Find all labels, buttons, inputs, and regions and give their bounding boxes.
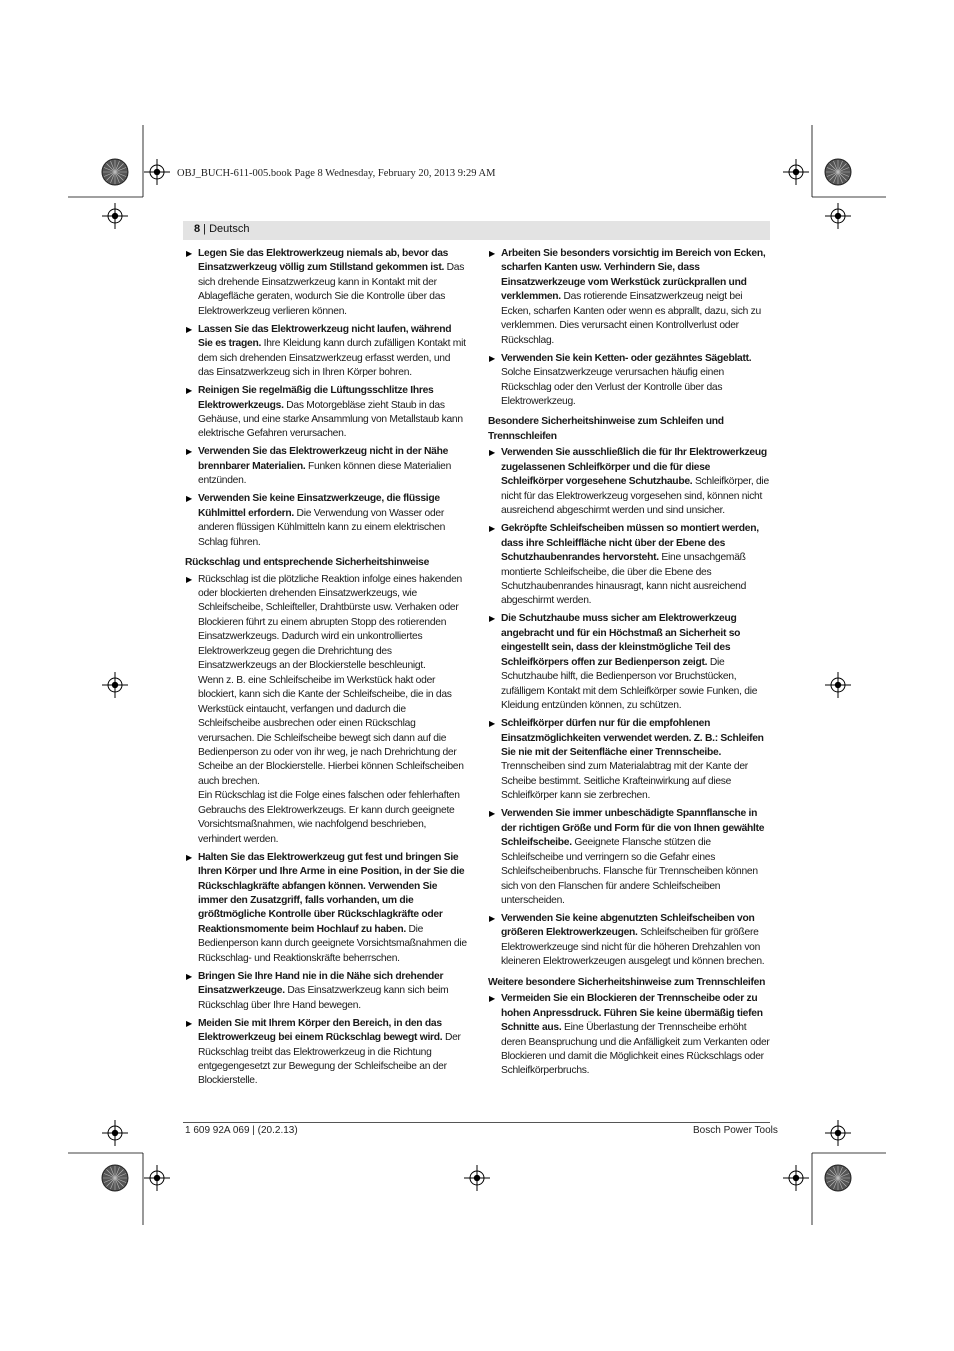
item-text: Das sich drehende Einsatzwerkzeug kann in Kontakt mit der Ablagefläche geraten, wodurch Sie die Kontrolle über das Elektrowerkzeug verlieren können. — [198, 262, 465, 317]
item-bold: Verwenden Sie ausschließlich die für Ihr Elektrowerkzeug zugelassenen Schleifkörper und die für diese Schleifkörper vorgesehene Schutzhaube. — [501, 447, 767, 488]
header-separator: | — [200, 223, 210, 235]
item-text: Der Rückschlag treibt das Elektrowerkzeug in die Richtung entgegengesetzt zur Bewegung der Schleifscheibe an der Blockierstelle. — [198, 1032, 461, 1087]
item-bold: Legen Sie das Elektrowerkzeug niemals ab, bevor das Einsatzwerkzeug völlig zum Stillstand gekommen ist. — [198, 248, 449, 274]
bullet-arrow-icon: ▶ — [186, 386, 192, 396]
bullet-arrow-icon: ▶ — [489, 353, 495, 363]
list-item — [185, 573, 468, 848]
item-bold: Verwenden Sie das Elektrowerkzeug nicht in der Nähe brennbarer Materialien. — [198, 446, 449, 472]
item-text: Das Einsatzwerkzeug kann sich beim Rückschlag über Ihre Hand bewegen. — [198, 985, 449, 1011]
list-item — [488, 522, 771, 609]
kickback-paragraph-3: Ein Rückschlag ist die Folge eines falschen oder fehlerhaften Gebrauchs des Elektrowerkzeugs. Er kann durch geeignete Vorsichtsmaßnahmen, wie nachfolgend beschrieben, verhindert werden. — [198, 790, 460, 845]
item-bold: Bringen Sie Ihre Hand nie in die Nähe sich drehender Einsatzwerkzeuge. — [198, 970, 444, 997]
list-item — [488, 446, 771, 518]
kickback-paragraph-2: Wenn z. B. eine Schleifscheibe im Werkstück hakt oder blockiert, kann sich die Kante der Schleifscheibe, die in das Werkstück eintaucht, verfangen und dadurch die Schleifscheibe ausbrechen oder einen Rückschlag verursachen. Die Schleifscheibe bewegt sich dann auf die Bedienperson zu oder von ihr weg, je nach Drehrichtung der Scheibe an der Blockierstelle. Hierbei können Schleifscheiben auch brechen. — [198, 674, 464, 787]
list-item — [488, 352, 771, 410]
item-text: Eine Überlastung der Trennscheibe erhöht deren Beanspruchung und die Anfälligkeit zum Verkanten oder Blockieren und damit die Möglichkeit eines Rückschlags oder Schleifkörperbruchs. — [501, 1022, 770, 1077]
bullet-arrow-icon: ▶ — [489, 524, 495, 534]
list-item — [185, 851, 468, 967]
item-text: Trennscheiben sind zum Materialabtrag mit der Kante der Scheibe bestimmt. Seitliche Krafteinwirkung auf diese Schleifkörper kann sie zerbrechen. — [501, 761, 748, 802]
bullet-arrow-icon: ▶ — [186, 1018, 192, 1028]
item-bold: Schleifkörper dürfen nur für die empfohlenen Einsatzmöglichkeiten verwendet werden. Z. B.: Schleifen Sie nie mit der Seitenfläche einer Trennscheibe. — [501, 718, 764, 758]
list-item — [488, 717, 771, 804]
item-text: Ihre Kleidung kann durch zufälligen Kontakt mit dem sich drehenden Einsatzwerkzeug erfasst werden, und das Einsatzwerkzeug sich in Ihren Körper bohren. — [198, 338, 466, 379]
list-item — [185, 247, 468, 319]
item-text: Die Schutzhaube hilft, die Bedienperson vor Bruchstücken, zufälligem Kontakt mit dem Schleifkörper sowie Funken, die Kleidung entzünden können, zu schützen. — [501, 656, 758, 712]
bullet-arrow-icon: ▶ — [186, 852, 192, 862]
footer-divider — [183, 1122, 770, 1123]
section-heading-grinding: Besondere Sicherheitshinweise zum Schleifen und Trennschleifen — [488, 416, 724, 442]
bullet-arrow-icon: ▶ — [186, 447, 192, 457]
section-heading-cutting: Weitere besondere Sicherheitshinweise zum Trennschleifen — [488, 976, 766, 988]
item-text: Funken können diese Materialien entzünden. — [198, 460, 452, 487]
item-text: Das rotierende Einsatzwerkzeug neigt bei Ecken, scharfen Kanten oder wenn es abprallt, dazu, sich zu verklemmen. Dies verursacht einen Kontrollverlust oder Rückschlag. — [501, 291, 761, 346]
bullet-arrow-icon: ▶ — [186, 574, 192, 584]
footer-brand: Bosch Power Tools — [693, 1125, 778, 1136]
list-item — [488, 912, 771, 970]
bullet-arrow-icon: ▶ — [186, 494, 192, 504]
list-item — [185, 384, 468, 442]
item-bold: Meiden Sie mit Ihrem Körper den Bereich, in den das Elektrowerkzeug bei einem Rückschlag bewegt wird. — [198, 1017, 443, 1044]
right-column — [488, 247, 771, 1082]
item-bold: Die Schutzhaube muss sicher am Elektrowerkzeug angebracht und für ein Höchstmaß an Sicherheit so eingestellt sein, dass der kleinstmögliche Teil des Schleifkörpers offen zur Bedienperson zeigt. — [501, 613, 741, 668]
bullet-arrow-icon: ▶ — [489, 994, 495, 1004]
bullet-arrow-icon: ▶ — [489, 913, 495, 923]
item-bold: Vermeiden Sie ein Blockieren der Trennscheibe oder zu hohen Anpressdruck. Führen Sie keine übermäßig tiefen Schnitte aus. — [501, 993, 763, 1034]
page-number: 8 — [194, 223, 201, 235]
list-item — [488, 807, 771, 908]
item-text: Solche Einsatzwerkzeuge verursachen häufig einen Rückschlag oder den Verlust der Kontrolle über das Elektrowerkzeug. — [501, 367, 724, 408]
list-item — [488, 612, 771, 713]
page-header — [183, 221, 770, 240]
bullet-arrow-icon: ▶ — [489, 249, 495, 258]
item-text: Die Verwendung von Wasser oder anderen flüssigen Kühlmitteln kann zu einem elektrischen Schlag führen. — [198, 507, 446, 548]
bullet-arrow-icon: ▶ — [186, 971, 192, 981]
list-item — [185, 492, 468, 550]
kickback-paragraph-1: Rückschlag ist die plötzliche Reaktion infolge eines hakenden oder blockierten drehenden Einsatzwerkzeugs, wie Schleifscheibe, Schleifteller, Drahtbürste usw. Verhaken oder Blockieren führt zu einem abrupten Stopp des rotierenden Einsatzwerkzeugs. Dadurch wird ein unkontrolliertes Elektrowerkzeug gegen die Drehrichtung des Einsatzwerkzeugs an der Blockierstelle beschleunigt. — [198, 573, 462, 672]
item-text: Eine unsachgemäß montierte Schleifscheibe, die über die Ebene des Schutzhaubenrandes hinausragt, kann nicht ausreichend abgeschirmt werden. — [501, 552, 747, 607]
footer-doc-number: 1 609 92A 069 | (20.2.13) — [185, 1125, 298, 1136]
item-bold: Verwenden Sie keine abgenutzten Schleifscheiben von größeren Elektrowerkzeugen. — [501, 912, 755, 939]
left-column — [185, 247, 468, 1092]
item-bold: Verwenden Sie immer unbeschädigte Spannflansche in der richtigen Größe und Form für die von Ihnen gewählte Schleifscheibe. — [501, 808, 765, 849]
section-heading-kickback: Rückschlag und entsprechende Sicherheitshinweise — [185, 557, 430, 569]
list-item — [488, 247, 771, 348]
list-item — [185, 323, 468, 381]
bullet-arrow-icon: ▶ — [186, 249, 192, 258]
item-text: Geeignete Flansche stützen die Schleifscheibe und verringern so die Gefahr eines Schleifscheibenbruchs. Flansche für Trennscheiben können sich von den Flanschen für andere Schleifscheiben unterscheiden. — [501, 837, 758, 906]
bullet-arrow-icon: ▶ — [489, 448, 495, 458]
item-bold: Verwenden Sie kein Ketten- oder gezähntes Sägeblatt. — [501, 352, 752, 364]
item-text: Schleifkörper, die nicht für das Elektrowerkzeug vorgesehen sind, können nicht ausreichend abgeschirmt werden und sind unsicher. — [501, 476, 769, 517]
print-info-line: OBJ_BUCH-611-005.book Page 8 Wednesday, February 20, 2013 9:29 AM — [177, 168, 496, 179]
header-text — [194, 223, 249, 235]
item-bold: Halten Sie das Elektrowerkzeug gut fest und bringen Sie Ihren Körper und Ihre Arme in eine Position, in der Sie die Rückschlagkräfte abfangen können. Verwenden Sie immer den Zusatzgriff, falls vorhanden, um die größtmögliche Kontrolle über Rückschlagkräfte oder Reaktionsmomente beim Hochlauf zu haben. — [198, 851, 465, 935]
header-language: Deutsch — [209, 223, 250, 235]
bullet-arrow-icon: ▶ — [489, 614, 495, 624]
list-item — [185, 1017, 468, 1089]
item-text: Schleifscheiben für größere Elektrowerkzeuge sind nicht für die höheren Drehzahlen von kleineren Elektrowerkzeugen ausgelegt und können brechen. — [501, 927, 765, 968]
item-bold: Verwenden Sie keine Einsatzwerkzeuge, die flüssige Kühlmittel erfordern. — [198, 493, 440, 519]
item-bold: Reinigen Sie regelmäßig die Lüftungsschlitze Ihres Elektrowerkzeugs. — [198, 385, 434, 411]
list-item — [185, 970, 468, 1013]
bullet-arrow-icon: ▶ — [489, 809, 495, 819]
item-bold: Gekröpfte Schleifscheiben müssen so montiert werden, dass ihre Schleiffläche nicht über der Ebene des Schutzhaubenrandes hervorsteht. — [501, 523, 759, 564]
item-bold: Lassen Sie das Elektrowerkzeug nicht laufen, während Sie es tragen. — [198, 323, 452, 350]
list-item — [185, 445, 468, 488]
bullet-arrow-icon: ▶ — [186, 324, 192, 334]
bullet-arrow-icon: ▶ — [489, 719, 495, 729]
item-text: Die Bedienperson kann durch geeignete Vorsichtsmaßnahmen die Rückschlag- und Reaktionskräfte beherrschen. — [198, 923, 467, 964]
item-text: Das Motorgebläse zieht Staub in das Gehäuse, und eine starke Ansammlung von Metallstaub kann elektrische Gefahren verursachen. — [198, 399, 463, 440]
list-item — [488, 992, 771, 1079]
item-bold: Arbeiten Sie besonders vorsichtig im Bereich von Ecken, scharfen Kanten usw. Verhindern Sie, dass Einsatzwerkzeuge vom Werkstück zurückprallen und verklemmen. — [501, 248, 766, 303]
